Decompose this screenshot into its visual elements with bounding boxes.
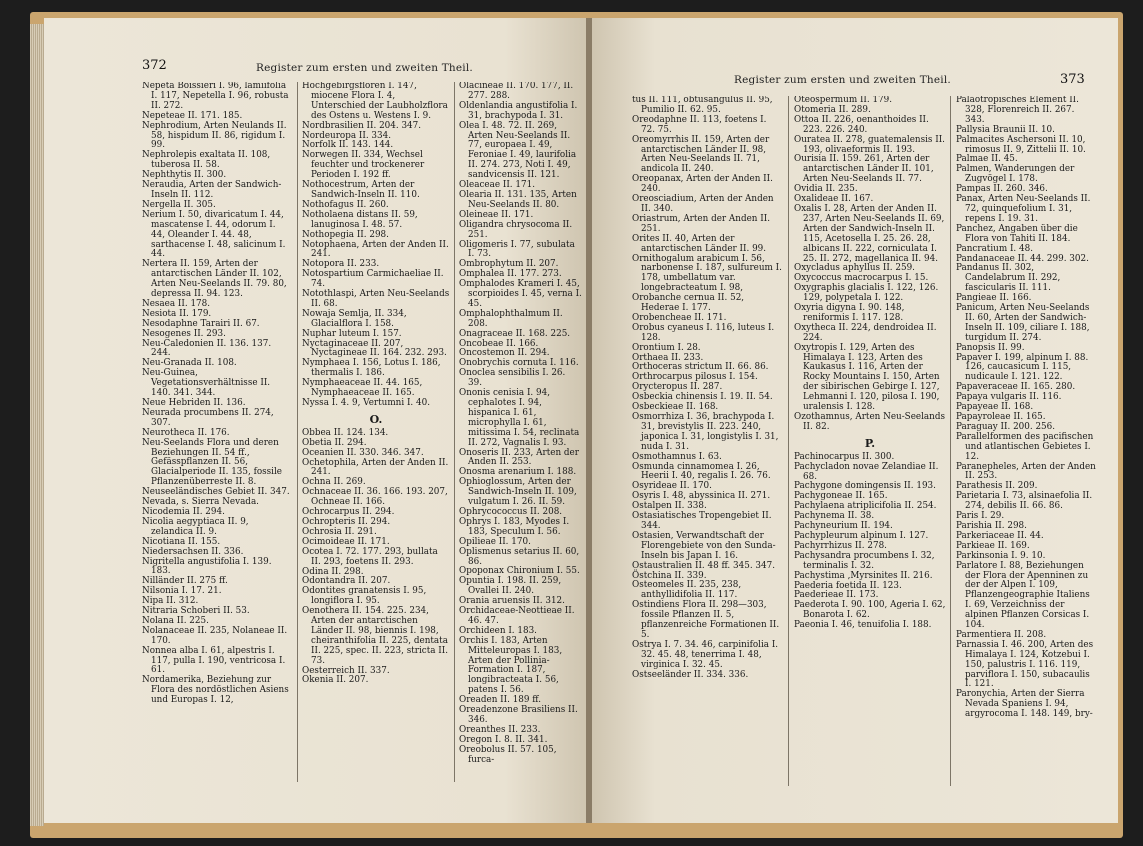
index-entry: Olea I. 48. 72. II. 269, Arten Neu-Seelands II. 77, europaea I. 49, Feroniae I. 49, laurifolia II. 274. 273, Noti I. 49, sandvicensis II. 121. [459, 120, 577, 181]
index-entry: Palmen, Wanderungen der Zugvögel I. 178. [956, 164, 1075, 185]
index-entry: Papaya vulgaris II. 116. [956, 392, 1062, 403]
index-entry: Pachynema II. 38. [794, 511, 875, 522]
index-entry: Orthaea II. 233. [632, 352, 704, 363]
left-page [44, 18, 586, 823]
index-entry: Oregon I. 8. II. 341. [459, 734, 548, 745]
index-entries [794, 96, 946, 433]
index-entry: Nephrolepis exaltata II. 108, tuberosa II. 58. [142, 150, 271, 171]
index-entry: Paederota I. 90. 100, Ageria I. 62, Bonarota I. 62. [794, 600, 946, 621]
index-entry: Nicolia aegyptiaca II. 9, zelandica II. 9. [142, 516, 249, 537]
index-entry: Otomeria II. 289. [794, 104, 871, 115]
index-entry: Neu-Granada II. 108. [142, 358, 237, 369]
index-entry: Orania aruensis II. 312. [459, 596, 565, 607]
index-entry: Omphalophthalmum II. 208. [459, 308, 563, 329]
index-column-1 [142, 82, 292, 820]
index-entry: Notophaena, Arten der Anden II. 241. [302, 239, 449, 260]
index-entry: Nymphaeaceae II. 44. 165, Nymphaeaceae II. 165. [302, 378, 423, 399]
index-entry: Parietaria I. 73, alsinaefolia II. 274, debilis II. 66. 86. [956, 491, 1093, 512]
index-entry: Ostaustralien II. 48 ff. 345. 347. [632, 560, 775, 571]
index-entry: Pachystima ,Myrsinites II. 216. [794, 570, 933, 581]
index-entry: Nordamerika, Beziehung zur Flora des nordöstlichen Asiens und Europas I. 12, [142, 675, 289, 706]
index-entry: Oreodaphne II. 113, foetens I. 72. 75. [632, 114, 767, 135]
index-entry: Pachycladon novae Zelandiae II. 68. [794, 461, 939, 482]
index-entry: Nuphar luteum I. 157. [302, 328, 402, 339]
index-entry: Obetia II. 294. [302, 437, 367, 448]
index-entry: Nordbrasilien II. 204. 347. [302, 120, 422, 131]
index-entry: Pachinocarpus II. 300. [794, 451, 895, 462]
index-entry: Papaveraceae II. 165. 280. [956, 382, 1076, 393]
index-entry: Omphalea II. 177. 273. [459, 269, 562, 280]
index-entry: Okenia II. 207. [302, 675, 369, 686]
index-entry: Orchis I. 183, Arten Mitteleuropas I. 183, Arten der Pollinia-Formation I. 187, longibracteata I. 56, patens I. 56. [459, 635, 563, 696]
page-edges [30, 24, 44, 826]
index-entry: Oreopanax, Arten der Anden II. 240. [632, 174, 773, 195]
index-entry: Nilsonia I. 17. 21. [142, 586, 222, 597]
index-entry: Orobanche cernua II. 52, Hederae I. 177. [632, 293, 745, 314]
index-entry: Norwegen II. 334, Wechsel feuchter und trockenerer Perioden I. 192 ff. [302, 150, 425, 181]
index-entry: Nordeuropa II. 334. [302, 130, 392, 141]
index-entry: Pachysandra procumbens I. 32, terminalis I. 32. [794, 550, 935, 571]
index-entry: Olacineae II. 170. 177, II. 277. 288. [459, 82, 574, 101]
index-entry: Ochropteris II. 294. [302, 516, 391, 527]
index-entry: Oreomyrrhis II. 159, Arten der antarctischen Länder II. 98, Arten Neu-Seelands II. 71, andicola II. 240. [632, 134, 770, 175]
index-entry: Neue Hebriden II. 136. [142, 398, 246, 408]
index-entry: Ombrophytum II. 207. [459, 259, 559, 270]
index-entry: Nepeteae II. 171. 185. [142, 110, 243, 121]
index-entry: Ovidia II. 235. [794, 184, 858, 195]
index-entry: Nevada, s. Sierra Nevada. [142, 497, 259, 508]
column-rule [788, 96, 789, 786]
index-entry: Ononis cenisia I. 94, cephalotes I. 94, hispanica I. 61, microphylla I. 61, mitissima I. 54, reclinata II. 272, Vagnalis I. 93. [459, 388, 580, 448]
index-entry: Oxytheca II. 224, dendroidea II. 224. [794, 322, 937, 343]
index-entry: Onobrychis cornuta I. 116. [459, 358, 579, 369]
index-entry: Ozothamnus, Arten Neu-Seelands II. 82. [794, 412, 945, 432]
index-entry: Nolana II. 225. [142, 615, 209, 626]
index-entry: Nyssa I. 4. 9, Vertumni I. 40. [302, 398, 431, 408]
index-entry: Onagraceae II. 168. 225. [459, 328, 571, 339]
index-entry: Parallelformen des pacifischen und atlantischen Gebietes I. 12. [956, 431, 1094, 462]
right-page [592, 18, 1118, 823]
index-entry: Ornithogalum arabicum I. 56, narbonense I. 187, sulfureum I. 178, umbellatum var. longebracteatum I. 98, [632, 253, 782, 294]
index-entry: Papaver I. 199, alpinum I. 88. 126, caucasicum I. 115, nudicaule I. 121. 122. [956, 352, 1089, 383]
index-entry: Paranepheles, Arten der Anden II. 253. [956, 461, 1096, 482]
index-entry: Ocotea I. 72. 177. 293, bullata II. 293, foetens II. 293. [302, 546, 438, 567]
index-entry: Oplismenus setarius II. 60, 86. [459, 546, 580, 567]
index-entry: Oxalideae II. 167. [794, 194, 874, 205]
index-entry: Orontium I. 28. [632, 342, 701, 353]
index-entry: Östchina II. 339. [632, 570, 707, 581]
index-entry: Notothlaspi, Arten Neu-Seelands II. 68. [302, 289, 450, 309]
index-entry: Pachygoneae II. 165. [794, 491, 888, 502]
index-entry: Parnassia I. 46. 200, Arten des Himalaya I. 124, Kotzebui I. 150, palustris I. 116. 119, parviflora I. 150, subacaulis I. 121. [956, 639, 1094, 690]
index-entry: Neu-Caledonien II. 136. 137. 244. [142, 338, 272, 359]
index-entry: Neurotheca II. 176. [142, 427, 230, 438]
index-entry: Opuntia I. 198. II. 259, Ovallei II. 240. [459, 576, 562, 597]
index-entry: Neu-Guinea, Vegetationsverhältnisse II. 140. 341. 344. [142, 368, 271, 399]
index-entry: Oxytropis I. 129, Arten des Himalaya I. 123, Arten des Kaukasus I. 116, Arten der Rocky Mountains I. 150, Arten der sibirischen Gebirge I. 127, Lehmanni I. 120, pilosa I. 190, uralensis I. 128. [794, 342, 940, 413]
index-entry: Paronychia, Arten der Sierra Nevada Spaniens I. 94, argyrocoma I. 148. 149, bry- [956, 689, 1093, 720]
column-rule [950, 96, 951, 786]
index-entry: Oreanthes II. 233. [459, 724, 541, 735]
index-entry: Nonnea alba I. 61, alpestris I. 117, pulla I. 190, ventricosa I. 61. [142, 645, 286, 676]
index-entry: Papayroleae II. 165. [956, 412, 1046, 422]
index-entry: Ostrya I. 7. 34. 46, carpinifolia I. 32. 45. 48, tenerrima I. 48, virginica I. 32. 45. [632, 639, 779, 670]
index-entry: Nyctaginaceae II. 207, Nyctagineae II. 164. 232. 293. [302, 338, 447, 359]
index-entry: Nothofagus II. 260. [302, 199, 389, 210]
index-entry: Oenothera II. 154. 225. 234, Arten der antarctischen Länder II. 98, biennis I. 198, cheiranthifolia II. 225, dentata II. 225, spec. II. 223, stricta II. 73. [302, 606, 449, 666]
section-letter: P. [864, 436, 876, 450]
index-entry: Ocimoideae II. 171. [302, 536, 390, 547]
index-entry: Orycteropus II. 287. [632, 382, 723, 393]
index-entry: Ostseeländer II. 334. 336. [632, 669, 749, 680]
index-entry: Orthoceras strictum II. 66. 86. [632, 362, 769, 373]
index-entry: Ourisia II. 159. 261, Arten der antarctischen Länder II. 101, Arten Neu-Seelands II. 77. [794, 154, 934, 185]
index-entry: Osmunda cinnamomea I. 26, Heerii I. 40, regalis I. 26. 76. [632, 461, 771, 482]
index-entry: Ostasien, Verwandtschaft der Florengebiete von den Sunda-Inseln bis Japan I. 16. [632, 530, 776, 561]
index-entry: Norfolk II. 143. 144. [302, 140, 394, 151]
index-entry: Notopora II. 233. [302, 259, 380, 270]
index-entry: Olearia II. 131. 135, Arten Neu-Seelands II. 80. [459, 189, 577, 210]
index-entry: Orites II. 40, Arten der antarctischen Länder II. 99. [632, 233, 767, 254]
index-entry: Parmentiera II. 208. [956, 629, 1047, 640]
index-entry: Onoclea sensibilis I. 26. 39. [459, 368, 566, 389]
index-entry: Ochrosia II. 291. [302, 526, 377, 537]
index-entry: Parishia II. 298. [956, 520, 1027, 531]
index-entry: Nicotiana II. 155. [142, 536, 221, 547]
index-entry: Paraguay II. 200. 256. [956, 421, 1056, 432]
index-entry: Orchidaceae-Neottieae II. 46. 47. [459, 606, 575, 626]
index-entry: Nicodemia II. 294. [142, 506, 225, 517]
index-entry: Paeonia I. 46, tenuifolia I. 188. [794, 620, 932, 631]
index-entry: Ottoa II. 226, oenanthoides II. 223. 226. 240. [794, 114, 929, 135]
index-entry: Neurada procumbens II. 274, 307. [142, 407, 274, 428]
index-entry: Parkinsonia I. 9. 10. [956, 550, 1046, 561]
index-entry: Nergella II. 305. [142, 199, 216, 210]
index-entry: Nymphaea I. 156, Lotus I. 186, thermalis I. 186. [302, 358, 441, 379]
index-entry: Ouratea II. 278, guatemalensis II. 193, olivaeformis II. 193. [794, 134, 945, 155]
index-entry: Oceanien II. 330. 346. 347. [302, 447, 424, 458]
index-column-3 [956, 96, 1096, 818]
index-entry: Notospartium Carmichaeliae II. 74. [302, 269, 444, 290]
index-entry: Nephthytis II. 300. [142, 170, 227, 181]
index-entry: Pachyneurium II. 194. [794, 521, 893, 532]
index-entry: Pangieae II. 166. [956, 293, 1032, 304]
index-entry: Ostasiatisches Tropengebiet II. 344. [632, 511, 772, 531]
index-entry: Oreadenzone Brasiliens II. 346. [459, 705, 578, 725]
index-column-2 [302, 82, 450, 820]
index-entry: Oleaceae II. 171. [459, 180, 535, 191]
index-entry: Nolanaceae II. 235, Nolaneae II. 170. [142, 625, 288, 646]
index-entry: Oncobeae II. 166. [459, 338, 539, 349]
index-entry: Nertera II. 159, Arten der antarctischen Länder II. 102, Arten Neu-Seelands II. 79. 80, depressa II. 94. 123. [142, 259, 287, 300]
index-entry: Odontandra II. 207. [302, 576, 391, 587]
index-entry: Pachylaena atriplicifolia II. 254. [794, 501, 937, 512]
index-entry: Parlatore I. 88, Beziehungen der Flora der Apenninen zu der der Alpen I. 109, Pflanzengeographie Italiens I. 69, Verzeichniss der alpinen Pflanzen Corsicas I. 104. [956, 560, 1090, 631]
index-entry: Oreaden II. 189 ff. [459, 695, 542, 706]
index-entries [302, 82, 450, 409]
index-entry: Oxygraphis glacialis I. 122, 126. 129, polypetala I. 122. [794, 283, 939, 304]
index-entry: Nesodaphne Tarairi II. 67. [142, 318, 260, 329]
index-entry: Ochetophila, Arten der Anden II. 241. [302, 457, 449, 478]
index-entry: tus II. 111, obtusangulus II. 95, Pumilio II. 62. 95. [632, 96, 773, 115]
index-entry: Pachyrrhizus II. 278. [794, 540, 887, 551]
index-entry: Ochrocarpus II. 294. [302, 507, 395, 518]
index-entry: Orobencheae II. 171. [632, 312, 727, 323]
index-entry: Osmorrhiza I. 36, brachypoda I. 31, brevistylis II. 223. 240, japonica I. 31, longistylis I. 31, nuda I. 31. [632, 412, 779, 452]
index-entry: Oreobolus II. 57. 105, furca- [459, 744, 557, 765]
index-entry: Nepeta Boissieri I. 96, lamiifolia I. 117, Nepetella I. 96, robusta II. 272. [142, 82, 289, 111]
index-entry: Oxyria digyna I. 90. 148, reniformis I. 117. 128. [794, 303, 905, 323]
index-entry: Paederia foetida II. 123. [794, 580, 902, 591]
index-entry: Oligandra chrysocoma II. 251. [459, 219, 573, 240]
index-entry: Panax, Arten Neu-Seelands II. 72, quinquefolium I. 31, repens I. 19. 31. [956, 194, 1091, 224]
index-entry: Orthrocarpus pilosus I. 154. [632, 372, 758, 383]
index-entry: Nesogenes II. 293. [142, 328, 226, 339]
index-entry: Oldenlandia angustifolia I. 31, brachypoda I. 31. [459, 100, 578, 121]
index-entry: Pachygone domingensis II. 193. [794, 481, 936, 492]
index-entry: Oteospermum II. 179. [794, 96, 893, 105]
index-entry: Palmacites Aschersoni II. 10, rimosus II. 9, Zittelii II. 10. [956, 134, 1086, 155]
index-entry: Oncostemon II. 294. [459, 348, 550, 359]
index-entry: Nigritella angustifolia I. 139. 183. [142, 556, 272, 577]
index-entry: Osyrideae II. 170. [632, 481, 712, 492]
index-entry: Nitraria Schoberi II. 53. [142, 606, 250, 617]
index-entry: Paläotropisches Element II. 328, Florenreich II. 267. 343. [956, 96, 1079, 125]
index-entry: Onosma arenarium I. 188. [459, 467, 577, 478]
running-head-right: Register zum ersten und zweiten Theil. [734, 74, 951, 86]
index-entry: Neraudia, Arten der Sandwich-Inseln II. 112. [142, 180, 282, 200]
index-column-2 [794, 96, 946, 818]
index-entries [794, 453, 946, 631]
index-entry: Nowaja Semlja, II. 334, Glacialflora I. 158. [302, 308, 407, 329]
index-entry: Parkieae II. 169. [956, 540, 1030, 551]
index-entry: Odontites granatensis I. 95, longiflora I. 95. [302, 586, 427, 607]
index-entry: Oxalis I. 28, Arten der Anden II. 237, Arten Neu-Seelands II. 69, Arten der Sandwich-Inseln II. 115, Acetosella I. 25. 26. 28, albicans II. 222, corniculata I. 25. II. 272, magellanica II. 94. [794, 203, 945, 264]
index-entry: Nerium I. 50, divaricatum I. 44, mascatense I. 44, odorum I. 44, Oleander I. 44. 48, sarthacense I. 48, salicinum I. 44. [142, 209, 286, 260]
index-entry: Opoponax Chironium I. 55. [459, 566, 580, 577]
index-entry: Pandanus II. 302, Candelabrum II. 292, fascicularis II. 111. [956, 263, 1061, 294]
index-entry: Oreosciadium, Arten der Anden II. 340. [632, 194, 774, 214]
index-entry: Oriastrum, Arten der Anden II. 251. [632, 213, 770, 234]
index-entry: Orobus cyaneus I. 116, luteus I. 128. [632, 322, 775, 343]
index-entry: Panicum, Arten Neu-Seelands II. 60, Arten der Sandwich-Inseln II. 109, ciliare I. 188, turgidum II. 274. [956, 303, 1090, 343]
index-entry: Oligomeris I. 77, subulata I. 73. [459, 239, 575, 260]
index-entry: Ophrycococcus II. 208. [459, 506, 563, 517]
column-rule [297, 82, 298, 782]
index-entry: Panopsis II. 99. [956, 342, 1025, 353]
index-entry: Osmothamnus I. 63. [632, 451, 722, 462]
column-rule [454, 82, 455, 782]
index-entry: Paederieae II. 173. [794, 590, 879, 601]
index-entry: Odina II. 298. [302, 566, 364, 577]
index-entry: Orchideen I. 183. [459, 625, 537, 636]
index-entry: Panchez, Angaben über die Flora von Tahiti II. 184. [956, 223, 1078, 244]
index-entry: Parathesis II. 209. [956, 481, 1038, 492]
index-entry: Obbea II. 124. 134. [302, 427, 389, 438]
index-column-3 [459, 82, 582, 820]
index-entry: Osyris I. 48, abyssinica II. 271. [632, 491, 771, 502]
index-entry: Onoseris II. 233, Arten der Anden II. 253. [459, 447, 579, 468]
index-entry: Palmae II. 45. [956, 154, 1018, 165]
index-entry: Nephrodium, Arten Neulands II. 58, hispidum II. 86, rigidum I. 99. [142, 120, 287, 151]
index-entry: Osbeckia chinensis I. 19. II. 54. [632, 392, 773, 403]
index-entry: Osbeckieae II. 168. [632, 402, 719, 413]
index-entry: Papayeae II. 168. [956, 402, 1034, 413]
index-entry: Nothocestrum, Arten der Sandwich-Inseln II. 110. [302, 180, 420, 200]
index-entry: Pampas II. 260. 346. [956, 184, 1048, 195]
index-entry: Ophioglossum, Arten der Sandwich-Inseln II. 109, vulgatum I. 26. II. 59. [459, 477, 577, 508]
index-entry: Paris I. 29. [956, 511, 1005, 522]
index-entry: Ochnaceae II. 36. 166. 193. 207, Ochneae II. 166. [302, 487, 448, 508]
index-entry: Omphalodes Krameri I. 45, scorpioides I. 45, verna I. 45. [459, 279, 582, 309]
index-entry: Pandanaceae II. 44. 299. 302. [956, 253, 1089, 264]
index-entry: Ostalpen II. 338. [632, 501, 707, 512]
index-entry: Neuseeländisches Gebiet II. 347. [142, 487, 290, 498]
index-entry: Osteomeles II. 235, 238, anthyllidifolia II. 117. [632, 580, 742, 601]
index-column-1 [632, 96, 782, 818]
index-entry: Neu-Seelands Flora und deren Beziehungen II. 54 ff., Gefässpflanzen II. 56, Glacialperiode II. 135, fossile Pflanzenüberreste II. 8. [142, 437, 283, 488]
index-entry: Hochgebirgsfloren I. 147, miocene Flora I. 4, Unterschied der Laubholzflora des Ostens u. Westens I. 9. [302, 82, 448, 121]
index-entry: Notholaena distans II. 59, lanuginosa I. 48. 57. [302, 209, 418, 230]
index-entry: Oxycladus aphyllus II. 259. [794, 263, 915, 274]
index-entry: Nesaea II. 178. [142, 298, 211, 309]
index-entry: Nothopegia II. 298. [302, 229, 389, 240]
index-entry: Pancratium I. 48. [956, 243, 1034, 254]
index-entry: Nilländer II. 275 ff. [142, 576, 228, 587]
index-entry: Ostindiens Flora II. 298—303, fossile Pflanzen II. 5, pflanzenreiche Formationen II. 5. [632, 600, 780, 640]
running-head-left: Register zum ersten und zweiten Theil. [256, 62, 473, 74]
index-entry: Pallysia Braunii II. 10. [956, 124, 1055, 135]
page-number-left: 372 [142, 58, 167, 73]
index-entry: Parkeriaceae II. 44. [956, 530, 1044, 541]
page-number-right: 373 [1060, 72, 1085, 87]
index-entry: Niedersachsen II. 336. [142, 546, 244, 557]
index-entry: Pachypleurum alpinum I. 127. [794, 530, 929, 541]
section-letter: O. [369, 412, 383, 426]
index-entry: Oleineae II. 171. [459, 209, 534, 220]
index-entry: Ophrys I. 183, Myodes I. 183, Speculum I. 56. [459, 516, 570, 537]
index-entry: Ochna II. 269. [302, 477, 366, 488]
index-entry: Nesiota II. 179. [142, 308, 212, 319]
index-entry: Nipa II. 312. [142, 596, 199, 607]
index-entries [302, 429, 450, 687]
index-entry: Oxycoccus macrocarpus I. 15. [794, 273, 929, 284]
index-entry: Oesterreich II. 337. [302, 665, 390, 676]
index-entry: Opilieae II. 170. [459, 536, 531, 547]
